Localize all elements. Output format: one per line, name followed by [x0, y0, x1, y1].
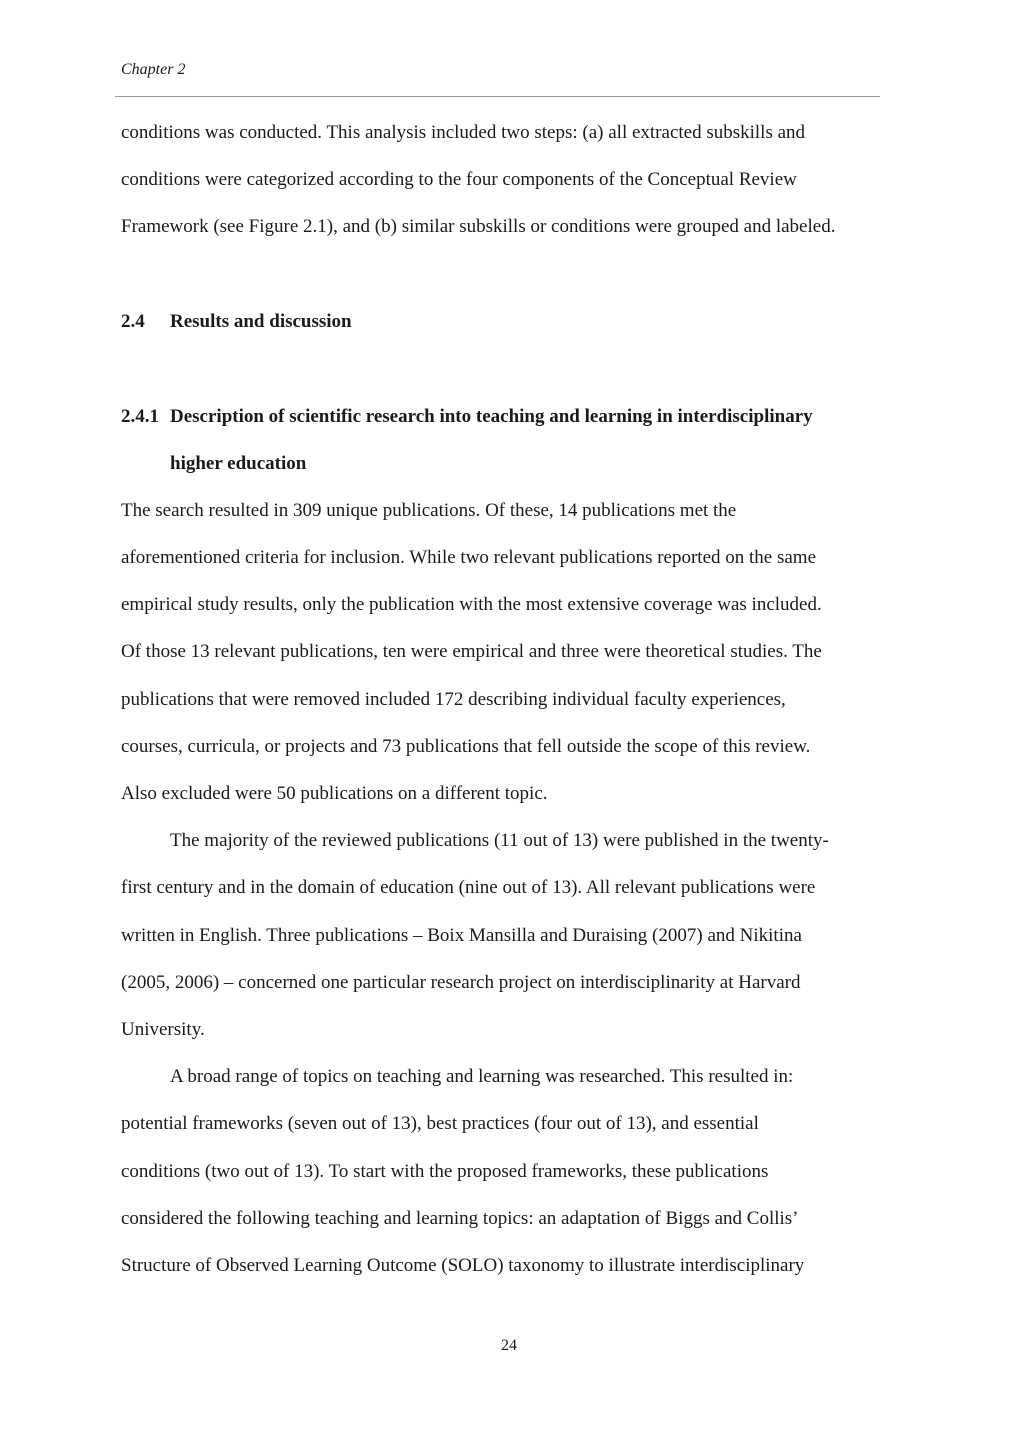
- text-line: aforementioned criteria for inclusion. While two relevant publications reported on the same: [121, 547, 817, 568]
- text-line: written in English. Three publications – Boix Mansilla and Duraising (2007) and Nikitina: [121, 925, 802, 946]
- text-line: Of those 13 relevant publications, ten were empirical and three were theoretical studies. The: [121, 641, 822, 662]
- running-head: Chapter 2: [121, 61, 186, 78]
- text-line: A broad range of topics on teaching and learning was researched. This resulted in:: [170, 1066, 794, 1087]
- text-line: courses, curricula, or projects and 73 publications that fell outside the scope of this review.: [121, 736, 811, 757]
- text-line: publications that were removed included 172 describing individual faculty experiences,: [121, 689, 786, 710]
- text-line: The majority of the reviewed publications (11 out of 13) were published in the twenty-: [170, 830, 829, 851]
- text-line: conditions were categorized according to the four components of the Conceptual Review: [121, 169, 797, 190]
- text-line: potential frameworks (seven out of 13), best practices (four out of 13), and essential: [121, 1113, 759, 1134]
- section-number: 2.4: [121, 311, 145, 332]
- text-line: Structure of Observed Learning Outcome (SOLO) taxonomy to illustrate interdisciplinary: [121, 1255, 805, 1276]
- text-line: considered the following teaching and learning topics: an adaptation of Biggs and Collis’: [121, 1208, 799, 1229]
- section-title: Results and discussion: [170, 311, 352, 332]
- subsection-title-line-2: higher education: [170, 453, 307, 474]
- header-rule: [115, 96, 880, 97]
- text-line: empirical study results, only the publication with the most extensive coverage was included.: [121, 594, 822, 615]
- text-line: first century and in the domain of education (nine out of 13). All relevant publications were: [121, 877, 816, 898]
- text-line: (2005, 2006) – concerned one particular research project on interdisciplinarity at Harvard: [121, 972, 801, 993]
- text-line: University.: [121, 1019, 205, 1040]
- text-line: Framework (see Figure 2.1), and (b) similar subskills or conditions were grouped and labeled.: [121, 216, 836, 237]
- text-line: conditions was conducted. This analysis included two steps: (a) all extracted subskills and: [121, 122, 806, 143]
- page-number: 24: [501, 1337, 517, 1354]
- text-line: conditions (two out of 13). To start with the proposed frameworks, these publications: [121, 1161, 769, 1182]
- subsection-title-line-1: Description of scientific research into teaching and learning in interdisciplinary: [170, 406, 813, 427]
- text-line: The search resulted in 309 unique publications. Of these, 14 publications met the: [121, 500, 737, 521]
- text-line: Also excluded were 50 publications on a different topic.: [121, 783, 548, 804]
- subsection-number: 2.4.1: [121, 406, 159, 427]
